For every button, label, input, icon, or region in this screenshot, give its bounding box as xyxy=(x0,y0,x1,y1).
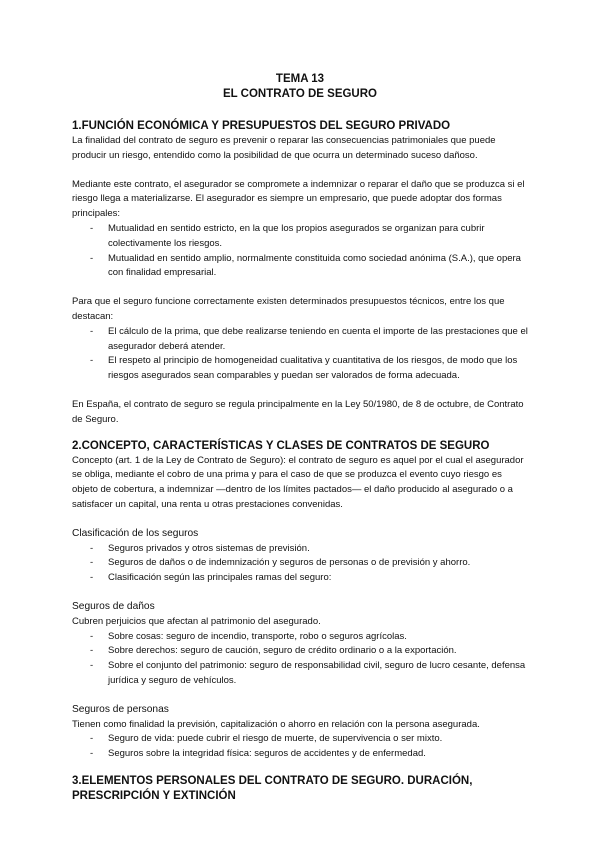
section-1-paragraph-3: Para que el seguro funcione correctamente existen determinados presupuestos técnicos, entre los que destacan: xyxy=(72,296,505,322)
classification-subheading: Clasificación de los seguros xyxy=(72,527,199,539)
section-1-paragraph-1: La finalidad del contrato de seguro es prevenir o reparar las consecuencias patrimoniales que puede producir un riesgo, entendido como la posibilidad de que ocurra un determinado suceso dañoso. xyxy=(72,135,496,161)
list-item: - Mutualidad en sentido estricto, en la que los propios asegurados se organizan para cubrir colectivamente los riesgos. xyxy=(72,222,528,252)
damage-insurance-list xyxy=(72,630,528,689)
personal-insurance-intro: Tienen como finalidad la previsión, capitalización o ahorro en relación con la persona asegurada. xyxy=(72,718,480,730)
list-item: - Sobre el conjunto del patrimonio: seguro de responsabilidad civil, seguro de lucro cesante, defensa jurídica y seguro de vehículos. xyxy=(72,659,528,689)
section-2-heading: 2.CONCEPTO, CARACTERÍSTICAS Y CLASES DE CONTRATOS DE SEGURO xyxy=(72,439,490,452)
technical-requirements-list xyxy=(72,325,528,384)
list-item: - Seguros de daños o de indemnización y seguros de personas o de previsión y ahorro. xyxy=(72,556,528,571)
list-item: - Clasificación según las principales ramas del seguro: xyxy=(72,571,528,586)
list-item: - Seguros privados y otros sistemas de previsión. xyxy=(72,542,528,557)
list-item: - Seguros sobre la integridad física: seguros de accidentes y de enfermedad. xyxy=(72,747,528,762)
section-2-concept: Concepto (art. 1 de la Ley de Contrato de Seguro): el contrato de seguro es aquel por el cual el asegurador se obliga, mediante el cobro de una prima y para el caso de que se produzca el evento cuyo riesgo es objeto de cobertura, a indemnizar —dentro de los límites pactados— el daño producido al asegurado o a satisfacer un capital, una renta u otras prestaciones convenidas. xyxy=(72,454,524,510)
damage-insurance-subheading: Seguros de daños xyxy=(72,600,155,612)
list-item: - Sobre derechos: seguro de caución, seguro de crédito ordinario o a la exportación. xyxy=(72,644,528,659)
document-title: EL CONTRATO DE SEGURO xyxy=(223,88,377,100)
list-item: - Seguro de vida: puede cubrir el riesgo de muerte, de supervivencia o ser mixto. xyxy=(72,732,528,747)
section-1-heading: 1.FUNCIÓN ECONÓMICA Y PRESUPUESTOS DEL SEGURO PRIVADO xyxy=(72,120,451,132)
section-1-paragraph-2: Mediante este contrato, el asegurador se compromete a indemnizar o reparar el daño que se produzca si el riesgo llega a materializarse. El asegurador es siempre un empresario, que puede adoptar dos formas principales: xyxy=(72,178,525,220)
list-item: - Sobre cosas: seguro de incendio, transporte, robo o seguros agrícolas. xyxy=(72,630,528,645)
personal-insurance-list xyxy=(72,732,528,762)
insurer-forms-list xyxy=(72,222,528,281)
list-item: - El cálculo de la prima, que debe realizarse teniendo en cuenta el importe de las prestaciones que el asegurador deberá atender. xyxy=(72,325,528,355)
document-page xyxy=(72,72,528,804)
damage-insurance-intro: Cubren perjuicios que afectan al patrimonio del asegurado. xyxy=(72,615,321,627)
list-item: - Mutualidad en sentido amplio, normalmente constituida como sociedad anónima (S.A.), que opera con finalidad empresarial. xyxy=(72,252,528,282)
section-1-paragraph-4: En España, el contrato de seguro se regula principalmente en la Ley 50/1980, de 8 de octubre, de Contrato de Seguro. xyxy=(72,398,524,425)
personal-insurance-subheading: Seguros de personas xyxy=(72,703,169,715)
classification-list xyxy=(72,542,528,586)
list-item: - El respeto al principio de homogeneidad cualitativa y cuantitativa de los riesgos, de modo que los riesgos asegurados sean comparables y puedan ser valorados de forma adecuada. xyxy=(72,354,528,384)
topic-number: TEMA 13 xyxy=(275,73,325,85)
section-3-heading: 3.ELEMENTOS PERSONALES DEL CONTRATO DE SEGURO. DURACIÓN, PRESCRIPCIÓN Y EXTINCIÓN xyxy=(72,774,473,802)
